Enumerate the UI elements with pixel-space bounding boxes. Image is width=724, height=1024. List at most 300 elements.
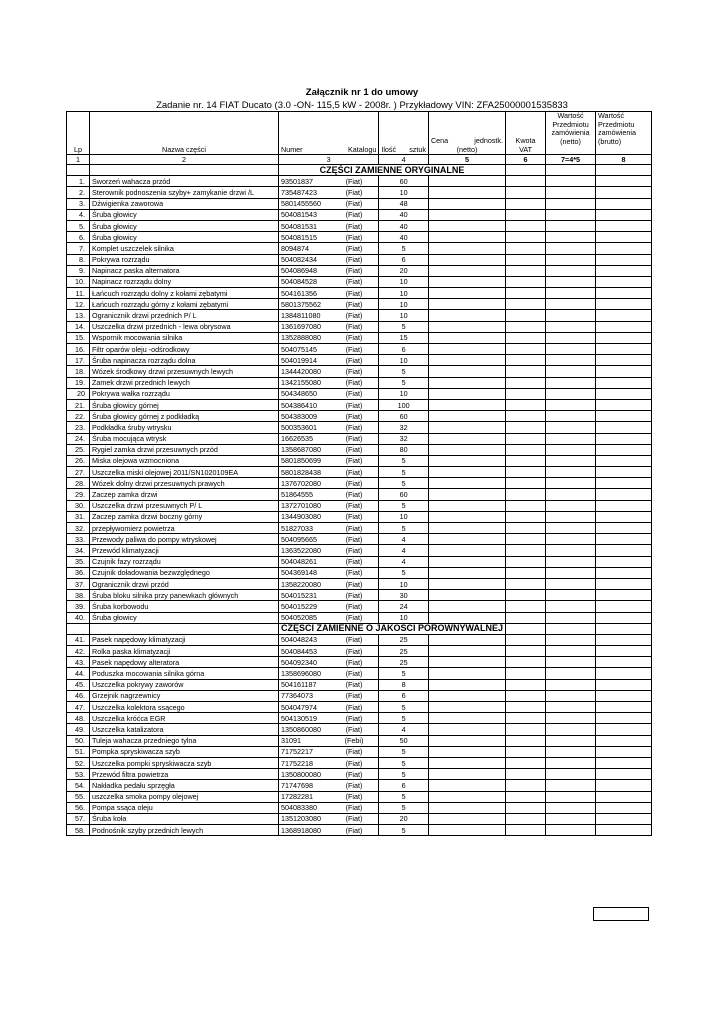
price-cell [428,399,505,410]
part-source: (Fiat) [345,344,363,354]
net-value-cell [546,646,596,657]
vat-cell [506,735,546,746]
price-cell [428,444,505,455]
colnum-1: 1 [67,155,90,165]
part-number: 504019914 [281,355,317,365]
table-row [67,780,652,791]
gross-value-cell [596,455,652,466]
part-number: 504095665 [281,534,317,544]
part-source: (Fiat) [345,299,363,309]
vat-cell [506,187,546,198]
gross-value-cell [596,679,652,690]
part-number-cell [279,601,379,612]
row-lp: 37. [67,578,90,589]
row-lp: 35. [67,556,90,567]
quantity: 25 [379,634,429,645]
price-cell [428,668,505,679]
quantity: 5 [379,478,429,489]
part-source: (Fiat) [345,501,363,511]
row-lp: 6. [67,232,90,243]
section-title: CZĘŚCI ZAMIENNE O JAKOŚCI PORÓWNYWALNEJ [279,623,506,634]
table-row [67,366,652,377]
part-name: Napinacz rozrządu dolny [90,276,279,287]
part-name: Śruba głowicy górnej [90,399,279,410]
row-lp: 32. [67,523,90,534]
part-number-cell [279,500,379,511]
gross-value-cell [596,388,652,399]
net-value-cell [546,288,596,299]
header-wn-line2: Przedmiotu [552,119,589,129]
quantity: 40 [379,220,429,231]
price-cell [428,310,505,321]
gross-value-cell [596,276,652,287]
part-source: (Fiat) [345,579,363,589]
net-value-cell [546,176,596,187]
row-lp: 49. [67,724,90,735]
part-source: (Fiat) [345,221,363,231]
price-cell [428,299,505,310]
vat-cell [506,433,546,444]
vat-cell [506,780,546,791]
vat-cell [506,802,546,813]
net-value-cell [546,433,596,444]
table-row [67,545,652,556]
part-source: (Fiat) [345,557,363,567]
colnum-7: 7=4*5 [546,155,596,165]
gross-value-cell [596,567,652,578]
part-name: Śruba głowicy [90,232,279,243]
part-source: (Fiat) [345,187,363,197]
part-number-cell [279,288,379,299]
row-lp: 26. [67,455,90,466]
part-name: uszczelka smoka pompy olejowej [90,791,279,802]
empty-cell [546,165,596,176]
part-source: (Fiat) [345,266,363,276]
gross-value-cell [596,590,652,601]
quantity: 10 [379,276,429,287]
vat-cell [506,813,546,824]
header-wb-line3: zamówienia [598,128,636,137]
part-number: 5801850699 [281,456,321,466]
quantity: 10 [379,612,429,623]
price-cell [428,478,505,489]
table-row [67,523,652,534]
part-number: 31091 [281,736,301,746]
header-cena-label: Cena [430,137,449,145]
part-name: Napinacz paska alternatora [90,265,279,276]
row-lp: 28. [67,478,90,489]
part-number: 1372701080 [281,501,321,511]
row-lp: 13. [67,310,90,321]
part-number-cell [279,399,379,410]
price-cell [428,545,505,556]
table-row [67,679,652,690]
header-wb-line2: Przedmiotu [598,119,635,129]
part-source: (Fiat) [345,255,363,265]
part-source: (Fiat) [345,288,363,298]
quantity: 5 [379,321,429,332]
part-name: Filtr oparów oleju -odśrodkowy [90,344,279,355]
quantity: 15 [379,332,429,343]
part-number-cell [279,366,379,377]
part-number: 1344903080 [281,512,321,522]
vat-cell [506,265,546,276]
price-cell [428,209,505,220]
gross-value-cell [596,825,652,836]
part-number-cell [279,578,379,589]
vat-cell [506,657,546,668]
net-value-cell [546,523,596,534]
part-number-cell [279,254,379,265]
part-source: (Fiat) [345,803,363,813]
table-row [67,813,652,824]
quantity: 5 [379,467,429,478]
net-value-cell [546,657,596,668]
vat-cell [506,690,546,701]
table-row [67,411,652,422]
gross-value-cell [596,467,652,478]
part-number: 1376702080 [281,478,321,488]
net-value-cell [546,746,596,757]
vat-cell [506,198,546,209]
vat-cell [506,399,546,410]
gross-value-cell [596,791,652,802]
part-number: 1361697080 [281,322,321,332]
net-value-cell [546,556,596,567]
part-name: Śruba głowicy [90,209,279,220]
quantity: 40 [379,232,429,243]
colnum-3: 3 [279,155,379,165]
part-number: 1350860080 [281,724,321,734]
part-source: (Fiat) [345,311,363,321]
net-value-cell [546,187,596,198]
part-name: Ogranicznik drzwi przód [90,578,279,589]
table-row [67,511,652,522]
colnum-5: 5 [428,155,505,165]
vat-cell [506,791,546,802]
gross-value-cell [596,366,652,377]
part-number-cell [279,444,379,455]
quantity: 5 [379,243,429,254]
header-jednostk-label: jednostk. [474,137,504,145]
part-number-cell [279,590,379,601]
table-row [67,198,652,209]
vat-cell [506,366,546,377]
part-name: Podkładka śruby wtrysku [90,422,279,433]
price-cell [428,791,505,802]
table-row [67,187,652,198]
part-number: 71747698 [281,780,313,790]
quantity: 5 [379,500,429,511]
table-row [67,489,652,500]
part-number: 93501837 [281,176,313,186]
table-row [67,232,652,243]
vat-cell [506,411,546,422]
part-number: 504048243 [281,635,317,645]
price-cell [428,455,505,466]
price-cell [428,489,505,500]
quantity: 30 [379,590,429,601]
vat-cell [506,590,546,601]
vat-cell [506,220,546,231]
part-number: 1358687080 [281,445,321,455]
part-source: (Fiat) [345,545,363,555]
part-number: 5801375562 [281,299,321,309]
part-source: (Fiat) [345,792,363,802]
part-number-cell [279,713,379,724]
part-name: Poduszka mocowania silnika górna [90,668,279,679]
net-value-cell [546,590,596,601]
row-lp: 56. [67,802,90,813]
part-name: Tuleja wahacza przedniego tylna [90,735,279,746]
quantity: 24 [379,601,429,612]
part-name: Sworzeń wahacza przód [90,176,279,187]
quantity: 60 [379,489,429,500]
quantity: 5 [379,668,429,679]
row-lp: 33. [67,534,90,545]
part-source: (Fiat) [345,523,363,533]
part-source: (Fiat) [345,478,363,488]
table-row [67,791,652,802]
row-lp: 10. [67,276,90,287]
gross-value-cell [596,813,652,824]
empty-cell [596,623,652,634]
part-name: Pasek napędowy alteratora [90,657,279,668]
vat-cell [506,288,546,299]
net-value-cell [546,265,596,276]
gross-value-cell [596,489,652,500]
row-lp: 17. [67,355,90,366]
part-source: (Fiat) [345,411,363,421]
price-cell [428,220,505,231]
vat-cell [506,702,546,713]
part-source: (Fiat) [345,691,363,701]
part-source: (Fiat) [345,378,363,388]
part-number-cell [279,489,379,500]
price-cell [428,500,505,511]
part-number-cell [279,825,379,836]
gross-value-cell [596,769,652,780]
part-name: Zamek drzwi przednich lewych [90,377,279,388]
gross-value-cell [596,511,652,522]
quantity: 10 [379,187,429,198]
part-number-cell [279,344,379,355]
header-kwota-label: Kwota [515,136,536,145]
part-name: Śruba bloku silnika przy panewkach głównych [90,590,279,601]
vat-cell [506,634,546,645]
part-number: 504161187 [281,680,317,690]
part-source: (Fiat) [345,422,363,432]
vat-cell [506,344,546,355]
quantity: 8 [379,679,429,690]
part-source: (Fiat) [345,657,363,667]
part-name: Śruba korbowodu [90,601,279,612]
part-number-cell [279,702,379,713]
price-cell [428,757,505,768]
section-lp-cell [67,165,90,176]
part-name: Śruba głowicy górnej z podkładką [90,411,279,422]
part-name: Zaczep zamka drzwi boczny górny [90,511,279,522]
quantity: 5 [379,791,429,802]
part-source: (Fiat) [345,434,363,444]
quantity: 10 [379,355,429,366]
part-number-cell [279,388,379,399]
gross-value-cell [596,176,652,187]
gross-value-cell [596,198,652,209]
price-cell [428,702,505,713]
vat-cell [506,578,546,589]
part-number: 504015229 [281,601,317,611]
price-cell [428,813,505,824]
part-name: Śruba koła [90,813,279,824]
part-number-cell [279,187,379,198]
price-cell [428,825,505,836]
quantity: 4 [379,556,429,567]
net-value-cell [546,802,596,813]
table-row [67,332,652,343]
part-source: (Fiat) [345,613,363,623]
table-row [67,254,652,265]
part-number: 16626535 [281,434,313,444]
header-wn-line3: zamówienia [551,128,590,137]
part-number: 1358696080 [281,669,321,679]
gross-value-cell [596,288,652,299]
table-row [67,646,652,657]
vat-cell [506,769,546,780]
vat-cell [506,243,546,254]
part-number-cell [279,310,379,321]
gross-value-cell [596,556,652,567]
part-source: (Fiat) [345,243,363,253]
part-number-cell [279,746,379,757]
part-number: 1344420080 [281,366,321,376]
part-name: Uszczelka drzwi przednich - lewa obrysowa [90,321,279,332]
empty-cell [546,623,596,634]
part-number: 500353601 [281,422,317,432]
gross-value-cell [596,254,652,265]
price-cell [428,657,505,668]
vat-cell [506,310,546,321]
part-source: (Fiat) [345,769,363,779]
part-number: 504161356 [281,288,317,298]
part-number: 504081543 [281,210,317,220]
part-name: Uszczelka kolektora ssącego [90,702,279,713]
part-number-cell [279,478,379,489]
vat-cell [506,355,546,366]
row-lp: 4. [67,209,90,220]
net-value-cell [546,232,596,243]
quantity: 25 [379,657,429,668]
part-number: 71752217 [281,747,313,757]
header-vat-label: VAT [519,144,532,154]
quantity: 5 [379,757,429,768]
gross-value-cell [596,422,652,433]
net-value-cell [546,276,596,287]
part-number-cell [279,523,379,534]
part-number-cell [279,780,379,791]
gross-value-cell [596,646,652,657]
row-lp: 51. [67,746,90,757]
part-source: (Fiat) [345,389,363,399]
net-value-cell [546,601,596,612]
header-row [67,112,652,155]
table-row [67,634,652,645]
part-number: 504086948 [281,266,317,276]
gross-value-cell [596,757,652,768]
net-value-cell [546,757,596,768]
table-row [67,176,652,187]
gross-value-cell [596,500,652,511]
quantity: 5 [379,713,429,724]
part-number: 51827033 [281,523,313,533]
part-number-cell [279,209,379,220]
part-source: (Fiat) [345,680,363,690]
header-netto-label: (netto) [456,144,478,154]
gross-value-cell [596,243,652,254]
gross-value-cell [596,780,652,791]
part-number-cell [279,567,379,578]
table-row [67,220,652,231]
vat-cell [506,746,546,757]
vat-cell [506,444,546,455]
net-value-cell [546,254,596,265]
net-value-cell [546,198,596,209]
quantity: 10 [379,511,429,522]
net-value-cell [546,578,596,589]
part-number-cell [279,612,379,623]
part-source: (Fiat) [345,669,363,679]
part-number: 1342155080 [281,378,321,388]
table-row [67,757,652,768]
part-source: (Fiat) [345,512,363,522]
net-value-cell [546,511,596,522]
table-row [67,567,652,578]
vat-cell [506,321,546,332]
part-name: Zaczep zamka drzwi [90,489,279,500]
part-source: (Fiat) [345,702,363,712]
gross-value-cell [596,399,652,410]
table-row [67,746,652,757]
document-subtitle: Zadanie nr. 14 FIAT Ducato (3.0 -ON- 115,5 kW - 2008r. ) Przykładowy VIN: ZFA25000001535833 [156,100,568,111]
price-cell [428,601,505,612]
price-cell [428,355,505,366]
part-name: Podnośnik szyby przednich lewych [90,825,279,836]
price-cell [428,746,505,757]
part-number: 504130519 [281,713,317,723]
part-number-cell [279,657,379,668]
table-row [67,612,652,623]
gross-value-cell [596,735,652,746]
price-cell [428,288,505,299]
header-numer: Numer [281,144,303,154]
part-name: Śruba napinacza rozrządu dolna [90,355,279,366]
row-lp: 46. [67,690,90,701]
quantity: 10 [379,578,429,589]
row-lp: 24. [67,433,90,444]
vat-cell [506,299,546,310]
part-number: 504052085 [281,613,317,623]
gross-value-cell [596,657,652,668]
total-box [593,907,649,921]
price-cell [428,713,505,724]
net-value-cell [546,668,596,679]
price-cell [428,802,505,813]
vat-cell [506,668,546,679]
part-name: Uszczelka katalizatora [90,724,279,735]
part-name: Czujnik doładowania bezwzględnego [90,567,279,578]
gross-value-cell [596,332,652,343]
gross-value-cell [596,534,652,545]
